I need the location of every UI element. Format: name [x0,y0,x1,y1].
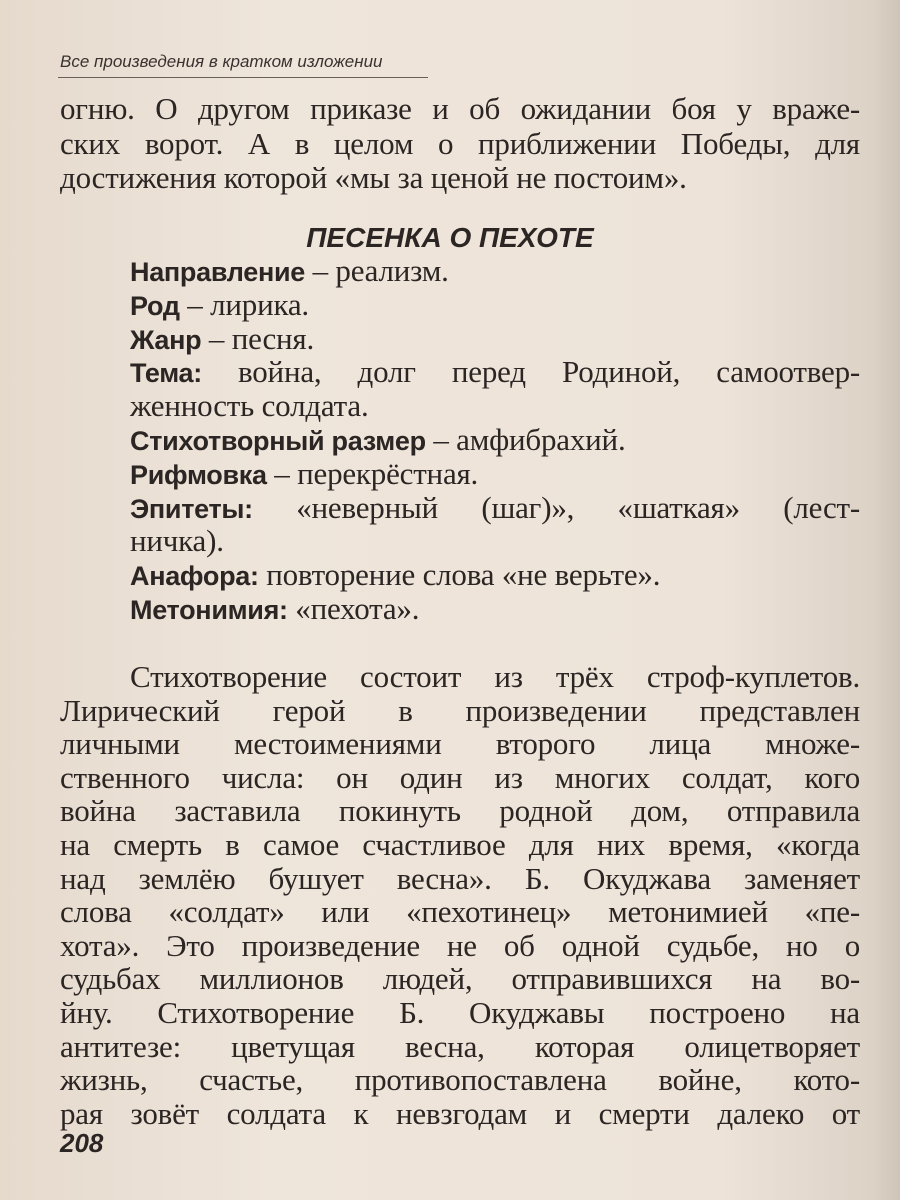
intro-line: огню. О другом приказе и об ожидании боя у враже- [60,91,860,126]
paragraph-line: война заставила покинуть родной дом, отправила [60,793,860,829]
paragraph-line: Стихотворение состоит из трёх строф-куплетов. [130,659,860,694]
attribute-line [130,592,860,627]
intro-line: ских ворот. А в целом о приближении Победы, для [60,125,860,161]
attribute-text: – лирика. [179,286,309,322]
attribute-text: «пехота». [287,591,420,626]
attribute-text: ничка). [130,523,224,559]
attribute-line [130,524,860,558]
attribute-line [130,491,860,526]
attribute-line [130,355,860,390]
attribute-line [130,389,860,423]
paragraph-line: антитезе: цветущая весна, которая олицетворяет [60,1028,860,1064]
attribute-text: «неверный (шаг)», «шаткая» (лест- [252,489,860,525]
attribute-line [130,558,860,593]
attribute-label: Рифмовка [130,459,267,490]
attribute-label: Направление [130,257,306,287]
attribute-label: Метонимия: [130,595,288,625]
attribute-text: – перекрёстная. [266,455,479,491]
paragraph-line: Лирический герой в произведении представлен [60,692,860,728]
attribute-text: – реализм. [305,253,449,288]
attribute-text: повторение слова «не верьте». [258,557,661,593]
attribute-label: Род [130,290,180,321]
attribute-line [130,288,860,323]
attribute-line [130,322,860,357]
page-number: 208 [60,1128,104,1158]
attribute-line [130,254,860,289]
running-header: Все произведения в кратком изложении [60,52,383,71]
paragraph-line: судьбах миллионов людей, отправившихся на во- [60,961,860,997]
attribute-label: Жанр [130,324,202,355]
paragraph-line: жизнь, счастье, противопоставлена войне, кото- [60,1062,860,1098]
attribute-text: война, долг перед Родиной, самоотвер- [201,354,860,390]
paragraph-line: на смерть в самое счастливое для них время, «когда [60,827,860,862]
paragraph-line: слова «солдат» или «пехотинец» метонимией «пе- [60,894,860,930]
attribute-text: – амфибрахий. [425,422,626,457]
attribute-line [130,457,860,492]
attribute-label: Стихотворный размер [130,426,426,456]
intro-line: достижения которой «мы за ценой не постоим». [60,160,687,195]
attribute-label: Тема: [130,358,202,389]
paragraph-line: хота». Это произведение не об одной судьбе, но о [60,927,860,963]
paragraph-line: личными местоимениями второго лица множе- [60,726,860,762]
attribute-text: – песня. [201,320,315,356]
paragraph-line: над землёю бушует весна». Б. Окуджава заменяет [60,860,860,896]
paragraph-line: ственного числа: он один из многих солдат, кого [60,759,860,795]
attribute-line [130,423,860,458]
header-rule [58,77,428,78]
attribute-label: Анафора: [130,561,259,592]
paragraph-line: рая зовёт солдата к невзгодам и смерти далеко от [60,1095,860,1131]
paragraph-line: йну. Стихотворение Б. Окуджавы построено на [60,995,860,1030]
section-heading: ПЕСЕНКА О ПЕХОТЕ [306,222,594,253]
attribute-text: женность солдата. [130,388,369,424]
attribute-label: Эпитеты: [130,493,253,524]
